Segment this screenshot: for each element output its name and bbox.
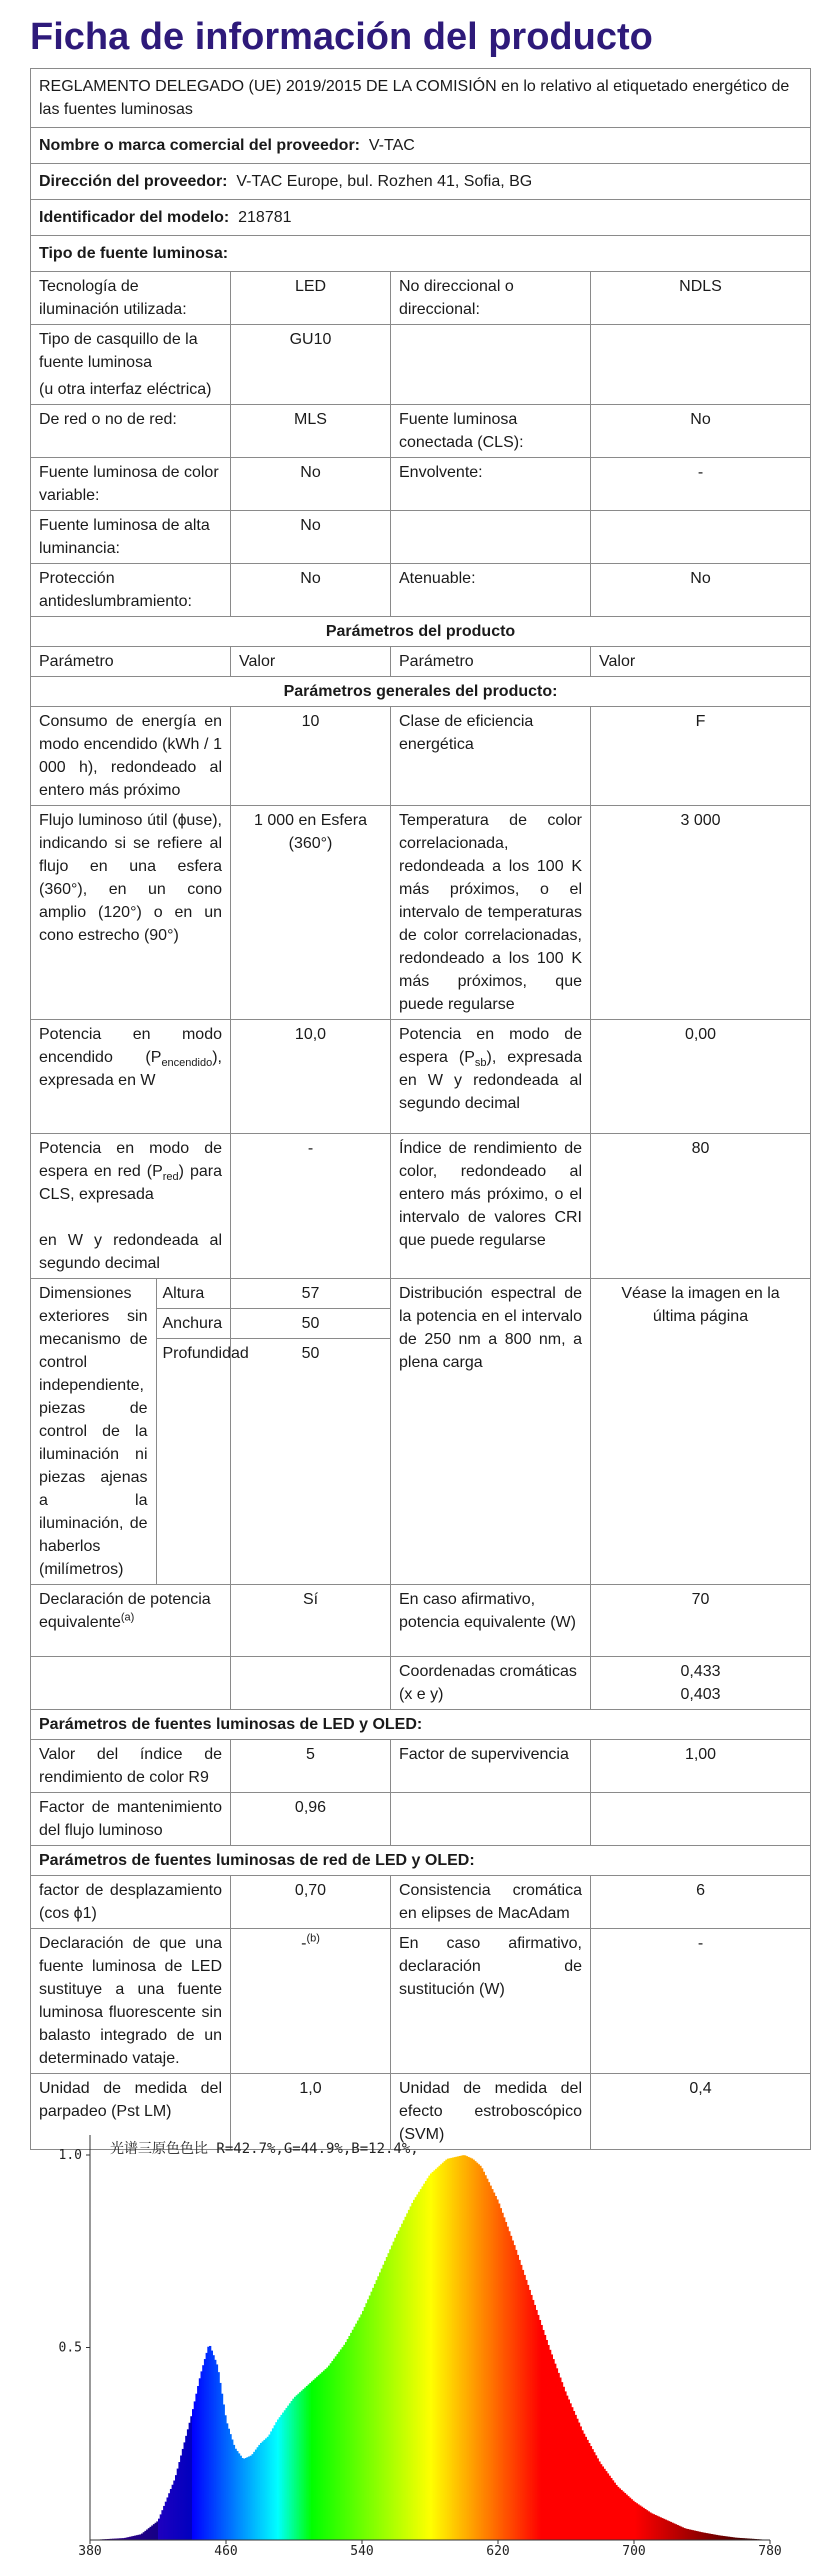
x-tick-label: 540 <box>350 2544 374 2555</box>
dimensions-label: Dimensiones exteriores sin mecanismo de control independiente, piezas de control de la iluminación ni piezas ajenas a la iluminación, de haberlos (milímetros) <box>31 1279 156 1584</box>
model-row: Identificador del modelo: 218781 <box>31 200 811 236</box>
x-tick-label: 700 <box>622 2544 646 2555</box>
address-row: Dirección del proveedor: V-TAC Europe, bul. Rozhen 41, Sofia, BG <box>31 164 811 200</box>
dimension-name: Profundidad <box>162 1345 249 1362</box>
y-tick-label: 1.0 <box>58 2148 82 2163</box>
type-row: Tecnología de iluminación utilizada: LED No direccional o direccional: NDLS <box>31 272 811 325</box>
param-row: Factor de mantenimiento del flujo luminoso 0,96 <box>31 1793 811 1846</box>
x-tick-label: 620 <box>486 2544 510 2555</box>
spectrum-svg <box>30 2125 810 2555</box>
param-row: Consumo de energía en modo encendido (kWh / 1 000 h), redondeado al entero más próximo 10 Clase de eficiencia energética F <box>31 707 811 806</box>
y-tick-label: 0.5 <box>58 2340 82 2356</box>
params-header: Parámetros del producto <box>31 617 811 647</box>
type-row: Protección antideslumbramiento: No Atenuable: No <box>31 564 811 617</box>
mains-header: Parámetros de fuentes luminosas de red de LED y OLED: <box>31 1846 811 1876</box>
x-tick-label: 780 <box>758 2544 782 2555</box>
param-row: Declaración de potencia equivalente$^{(a)}$ Sí En caso afirmativo, potencia equivalente (W) 70 <box>31 1585 811 1657</box>
type-header: Tipo de fuente luminosa: <box>31 236 811 272</box>
param-row: Dimensiones exteriores sin mecanismo de control independiente, piezas de control de la iluminación ni piezas ajenas a la iluminación, de haberlos (milímetros) Altura Anchura Profundidad 57 50 50 Distribución espectral de la potencia en el intervalo de 250 nm a 800 nm, a plena carga Véase la imagen en la última página <box>31 1279 811 1585</box>
dimension-name: Anchura <box>157 1309 231 1339</box>
dimension-name: Altura <box>157 1279 231 1309</box>
param-row: Valor del índice de rendimiento de color R9 5 Factor de supervivencia 1,00 <box>31 1740 811 1793</box>
type-row: Tipo de casquillo de la fuente luminosa (u otra interfaz eléctrica) GU10 <box>31 325 811 405</box>
column-headers: Parámetro Valor Parámetro Valor <box>31 647 811 677</box>
general-header: Parámetros generales del producto: <box>31 677 811 707</box>
dimension-value: 50 <box>231 1309 390 1339</box>
x-tick-label: 460 <box>214 2544 238 2555</box>
led-header: Parámetros de fuentes luminosas de LED y OLED: <box>31 1710 811 1740</box>
info-table <box>30 68 811 2150</box>
param-row: Flujo luminoso útil (ɸuse), indicando si se refiere al flujo en una esfera (360°), en un cono amplio (120°) o en un cono estrecho (90°) 1 000 en Esfera (360°) Temperatura de color correlacionada, redondeada a los 100 K más próximos, o el intervalo de temperaturas de color correlacionadas, redondeado a los 100 K más próximos, que puede regularse 3 000 <box>31 806 811 1020</box>
type-row: Fuente luminosa de alta luminancia: No <box>31 511 811 564</box>
param-row: factor de desplazamiento (cos ϕ1) 0,70 Consistencia cromática en elipses de MacAdam 6 <box>31 1876 811 1929</box>
param-row: Declaración de que una fuente luminosa de LED sustituye a una fuente luminosa fluorescente sin balasto integrado de un determinado vataje. -$^{(b)}$ En caso afirmativo, declaración de sustitución (W) - <box>31 1929 811 2074</box>
spectrum-chart <box>30 2125 810 2555</box>
regulation-text: REGLAMENTO DELEGADO (UE) 2019/2015 DE LA COMISIÓN en lo relativo al etiquetado energético de las fuentes luminosas <box>31 69 811 128</box>
type-row: Fuente luminosa de color variable: No Envolvente: - <box>31 458 811 511</box>
dimension-value: 57 <box>231 1279 390 1309</box>
type-row: De red o no de red: MLS Fuente luminosa conectada (CLS): No <box>31 405 811 458</box>
chart-title: 光谱三原色色比 R=42.7%,G=44.9%,B=12.4%, <box>110 2141 419 2157</box>
param-row: Potencia en modo encendido $(P_{encendido})$, expresada en W 10,0 Potencia en modo de espera $(P_{sb})$, expresada en W y redondeada al segundo decimal 0,00 <box>31 1020 811 1134</box>
product-sheet <box>30 14 810 2150</box>
param-row: Potencia en modo de espera en red $(P_{red})$ para CLS, expresada en W y redondeada al segundo decimal - Índice de rendimiento de color, redondeado al entero más próximo, o el intervalo de valores CRI que puede regularse 80 <box>31 1134 811 1279</box>
param-row: Unidad de medida del parpadeo (Pst LM) 1,0 Unidad de medida del efecto estroboscópico (SVM) 0,4 <box>31 2074 811 2150</box>
param-row: Coordenadas cromáticas (x e y) 0,433 0,403 <box>31 1657 811 1710</box>
page-title: Ficha de información del producto <box>30 16 653 58</box>
x-tick-label: 380 <box>78 2544 102 2555</box>
supplier-row: Nombre o marca comercial del proveedor: V-TAC <box>31 128 811 164</box>
dimension-value: 50 <box>301 1345 320 1362</box>
